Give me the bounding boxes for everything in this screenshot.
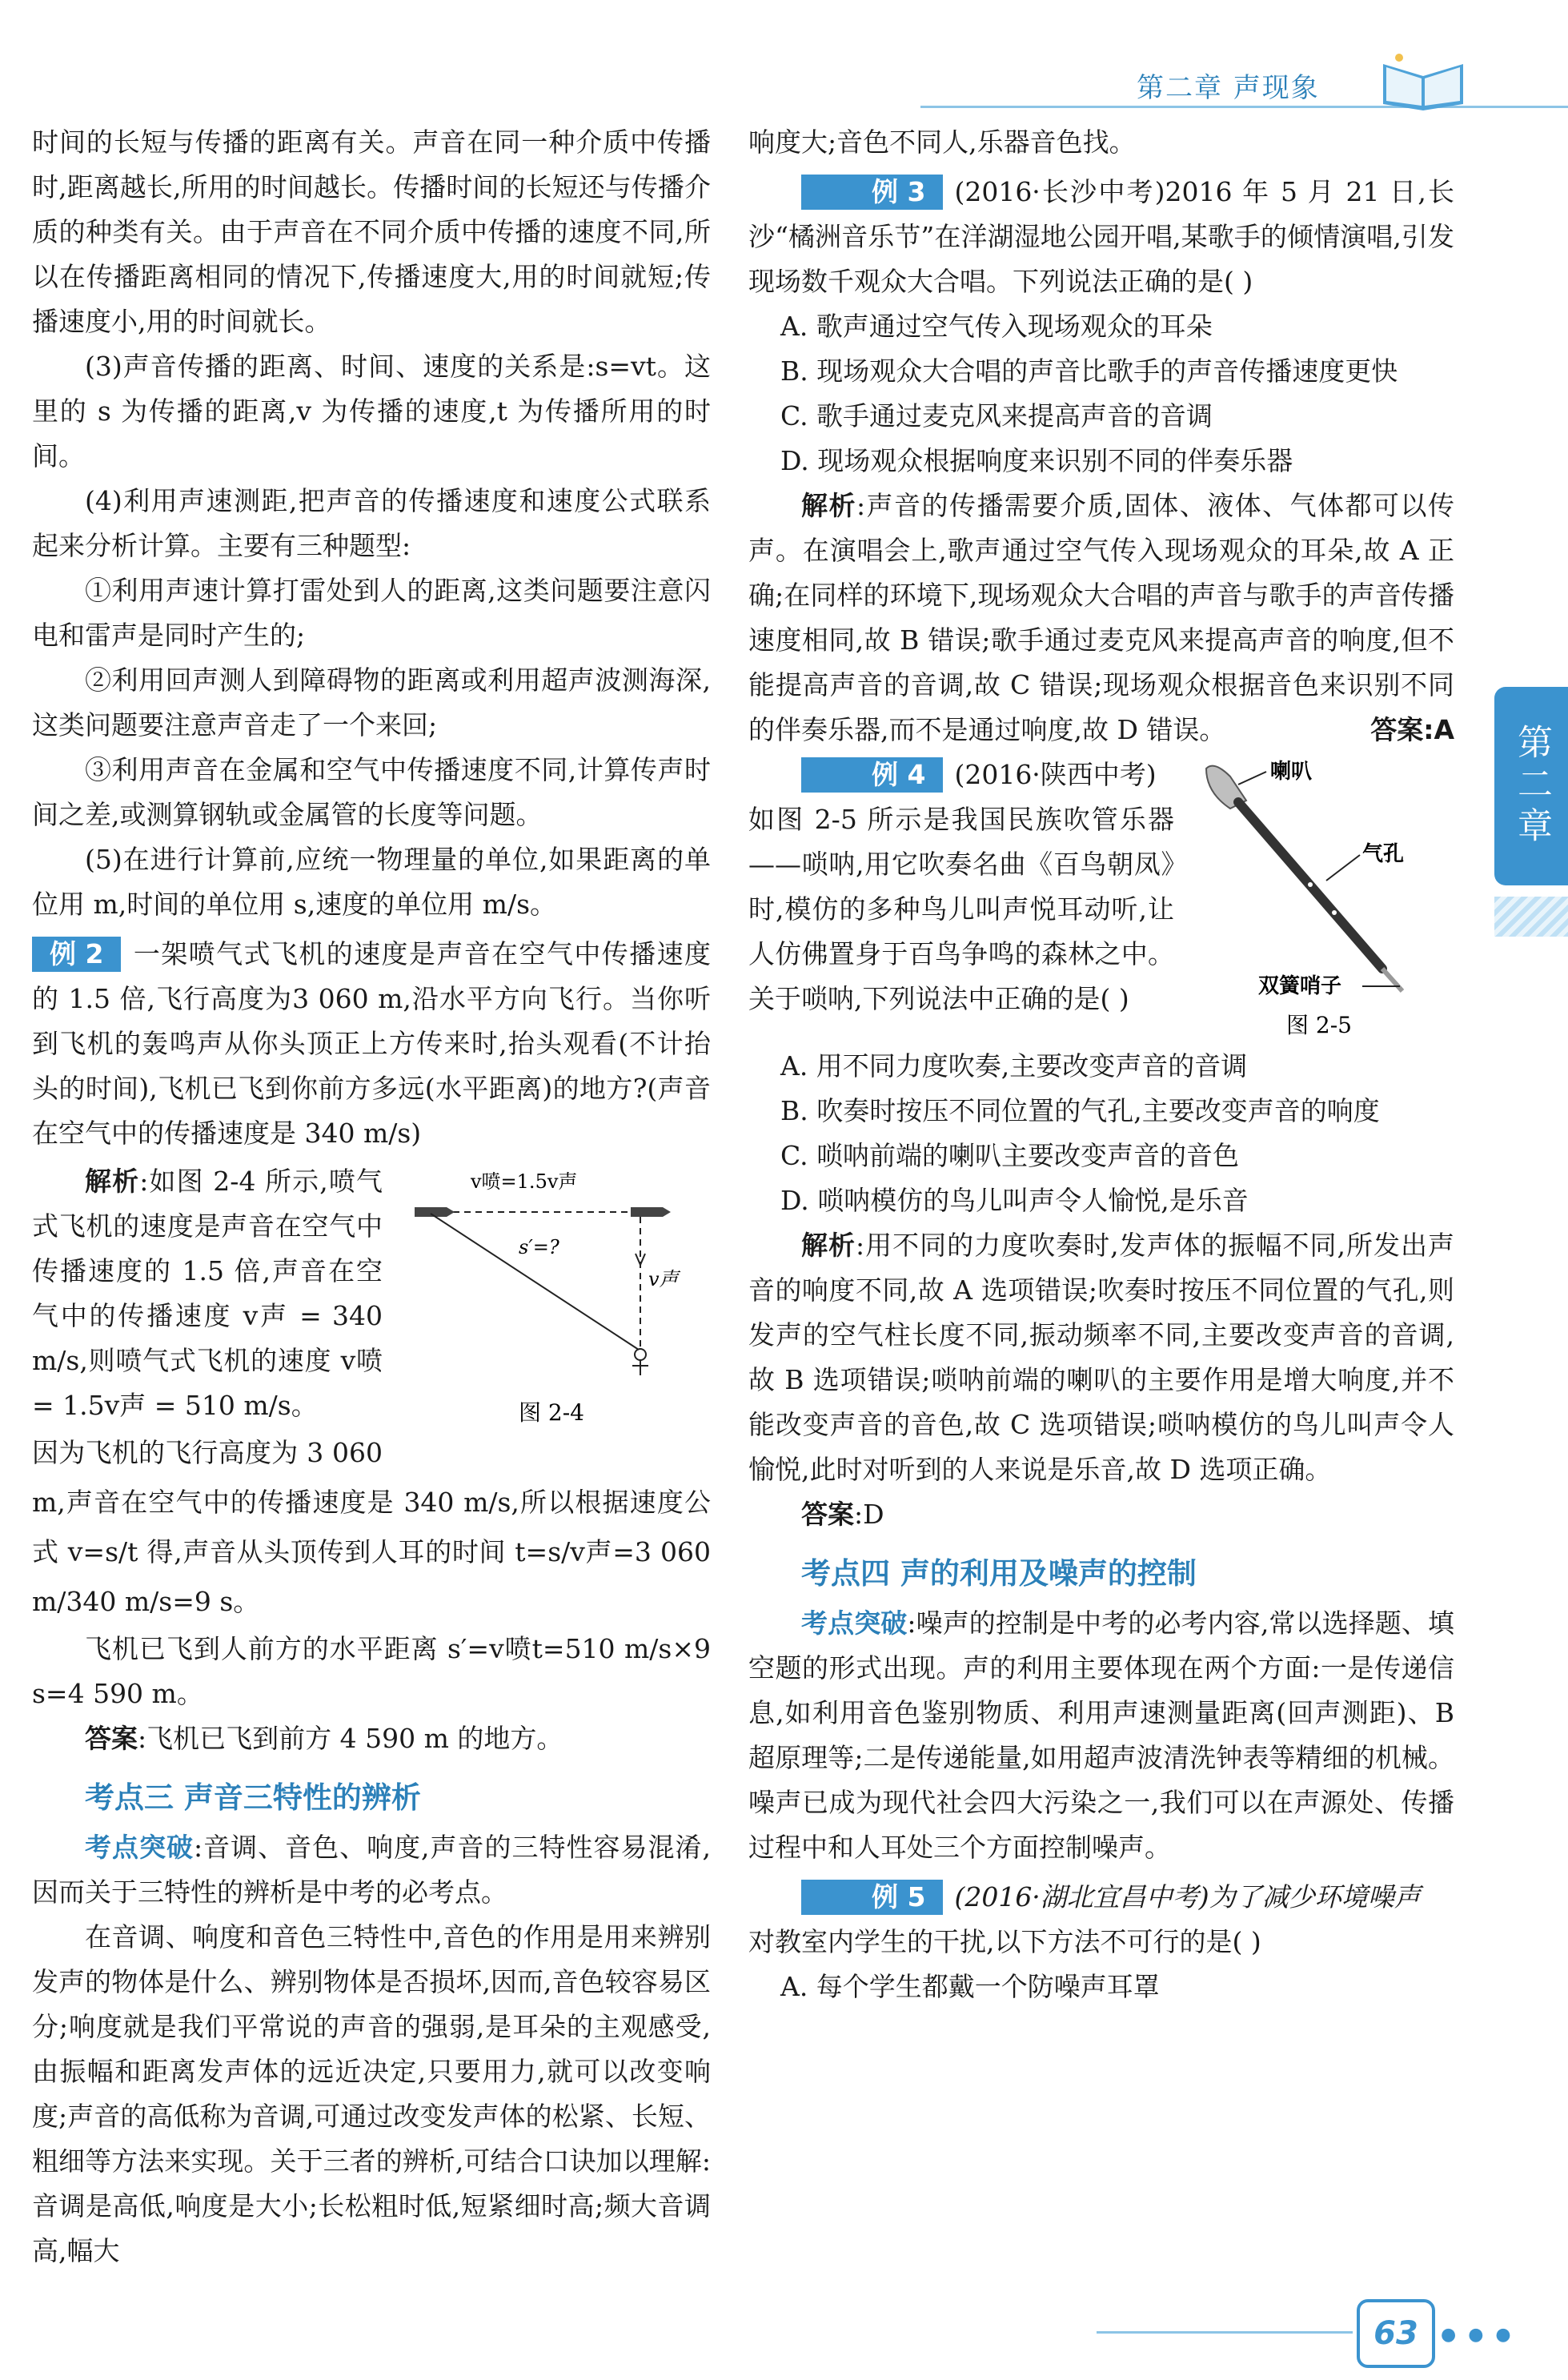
example-text: 一架喷气式飞机的速度是声音在空气中传播速度的 1.5 倍,飞行高度为3 060 m,沿水平方向飞行。当你听到飞机的轰鸣声从你头顶正上方传来时,抬头观看(不计抬头的时间),飞机已飞到你前方多远(水平距离)的地方?(声音在空气中的传播速度是 340 m/s) — [32, 938, 711, 1149]
fig-label-horn: 喇叭 — [1270, 760, 1313, 784]
paragraph: (5)在进行计算前,应统一物理量的单位,如果距离的单位用 m,时间的单位用 s,速度的单位用 m/s。 — [32, 844, 711, 920]
option: A. 歌声通过空气传入现场观众的耳朵 — [780, 311, 1213, 342]
breakthrough-label: 考点突破 — [85, 1832, 194, 1863]
page-header — [0, 0, 1568, 120]
breakthrough-label: 考点突破 — [801, 1607, 908, 1639]
paragraph: 响度大;音色不同人,乐器音色找。 — [748, 126, 1136, 158]
example-source: (2016·湖北宜昌中考) — [954, 1881, 1209, 1912]
book-icon — [1375, 48, 1471, 112]
example-text: 为了减少环境噪声 — [1209, 1881, 1421, 1912]
paragraph: (4)利用声速测距,把声音的传播速度和速度公式联系起来分析计算。主要有三种题型: — [32, 485, 711, 561]
example-badge: 例 4 — [801, 757, 943, 793]
example-4 — [748, 753, 1454, 1038]
section-title: 考点四 声的利用及噪声的控制 — [801, 1556, 1197, 1591]
answer-text: 答案:A — [1370, 714, 1454, 745]
figure-caption: 图 2-5 — [1286, 1012, 1352, 1038]
answer-text: :D — [854, 1499, 884, 1530]
analysis-text: :如图 2-4 所示,喷气式飞机的速度是声音在空气中传播速度的 1.5 倍,声音在空气中的传播速度 v声 = 340 m/s,则喷气式飞机的速度 v喷 = 1.5v声 = 510 m/s。 — [32, 1166, 383, 1421]
analysis-text: 因为飞机的飞行高度为 3 060 m,声音在空气中的传播速度是 340 m/s,所以根据速度公式 v=s/t 得,声音从头顶传到人耳的时间 t=s/v声=3 060 m/340 m/s=9 s。 — [32, 1437, 711, 1617]
example-source: (2016·陕西中考) — [954, 759, 1157, 790]
option: B. 现场观众大合唱的声音比歌手的声音传播速度更快 — [780, 355, 1398, 387]
example-text: (2016·长沙中考)2016 年 5 月 21 日,长沙“橘洲音乐节”在洋湖湿地公园开唱,某歌手的倾情演唱,引发现场数千观众大合唱。下列说法正确的是( ) — [748, 176, 1454, 297]
option: C. 歌手通过麦克风来提高声音的音调 — [780, 400, 1213, 431]
fig-velocity-label: v喷=1.5v声 — [471, 1170, 578, 1193]
side-tab-stripe — [1494, 897, 1568, 937]
option: A. 每个学生都戴一个防噪声耳罩 — [780, 1971, 1160, 2002]
paragraph: ③利用声音在金属和空气中传播速度不同,计算传声时间之差,或测算钢轨或金属管的长度等问题。 — [32, 754, 711, 830]
paragraph: ①利用声速计算打雷处到人的距离,这类问题要注意闪电和雷声是同时产生的; — [32, 575, 711, 651]
option: D. 唢呐模仿的鸟儿叫声令人愉悦,是乐音 — [780, 1185, 1249, 1216]
example-2 — [32, 932, 711, 1156]
answer-text: :飞机已飞到前方 4 590 m 的地方。 — [138, 1723, 563, 1754]
right-column — [748, 120, 1454, 2009]
example-badge: 例 5 — [801, 1880, 943, 1915]
option: A. 用不同力度吹奏,主要改变声音的音调 — [780, 1050, 1248, 1082]
example-badge: 例 2 — [32, 937, 121, 972]
chapter-side-tab: 第二章 — [1494, 687, 1568, 885]
left-column — [32, 120, 711, 2274]
option: C. 唢呐前端的喇叭主要改变声音的音色 — [780, 1140, 1240, 1171]
footer-rule — [1097, 2331, 1353, 2334]
paragraph: 时间的长短与传播的距离有关。声音在同一种介质中传播时,距离越长,所用的时间越长。传播时间的长短还与传播介质的种类有关。由于声音在不同介质中传播的速度不同,所以在传播距离相同的情况下,传播速度大,用的时间就短;传播速度小,用的时间就长。 — [32, 126, 711, 337]
answer-label: 答案 — [801, 1499, 854, 1530]
analysis-label: 解析 — [801, 1230, 856, 1261]
fig-sound-speed-label: v声 — [648, 1268, 679, 1290]
option: D. 现场观众根据响度来识别不同的伴奏乐器 — [780, 445, 1293, 476]
analysis-text: 飞机已飞到人前方的水平距离 s′=v喷t=510 m/s×9 s=4 590 m。 — [32, 1633, 711, 1709]
example-text: 对教室内学生的干扰,以下方法不可行的是( ) — [748, 1926, 1261, 1957]
example-badge: 例 3 — [801, 175, 943, 210]
analysis-label: 解析 — [801, 490, 856, 521]
page-footer — [0, 2290, 1568, 2380]
figure-2-5-suona — [1182, 753, 1454, 1041]
answer-label: 答案 — [85, 1723, 138, 1754]
page-number: 63 — [1357, 2299, 1435, 2368]
paragraph: ②利用回声测人到障碍物的距离或利用超声波测海深,这类问题要注意声音走了一个来回; — [32, 664, 711, 740]
analysis-label: 解析 — [85, 1166, 140, 1197]
paragraph: 在音调、响度和音色三特性中,音色的作用是用来辨别发声的物体是什么、辨别物体是否损坏,因而,音色较容易区分;响度就是我们平常说的声音的强弱,是耳朵的主观感受,由振幅和距离发声体的远近决定,只要用力,就可以改变响度;声音的高低称为音调,可通过改变发声体的松紧、长短、粗细等方法来实现。关于三者的辨析,可结合口诀加以理解:音调是高低,响度是大小;长松粗时低,短紧细时高;频大音调高,幅大 — [32, 1921, 711, 2266]
figure-2-4 — [399, 1166, 687, 1430]
chapter-title: 第二章 声现象 — [1137, 72, 1320, 104]
fig-label-reed: 双簧哨子 — [1258, 974, 1342, 998]
option: B. 吹奏时按压不同位置的气孔,主要改变声音的响度 — [780, 1095, 1380, 1126]
section-title: 考点三 声音三特性的辨析 — [85, 1780, 421, 1815]
breakthrough-text: :音调、音色、响度,声音的三特性容易混淆,因而关于三特性的辨析是中考的必考点。 — [32, 1832, 711, 1908]
fig-distance-label: s′=? — [519, 1236, 559, 1258]
paragraph: (3)声音传播的距离、时间、速度的关系是:s=vt。这里的 s 为传播的距离,v 为传播的速度,t 为传播所用的时间。 — [32, 351, 711, 472]
figure-caption: 图 2-4 — [519, 1399, 584, 1426]
analysis-text: :用不同的力度吹奏时,发声体的振幅不同,所发出声音的响度不同,故 A 选项错误;吹奏时按压不同位置的气孔,则发声的空气柱长度不同,振动频率不同,主要改变声音的音调,故 B 选项错误;唢呐前端的喇叭的主要作用是增大响度,并不能改变声音的音色,故 C 选项错误;唢呐模仿的鸟儿叫声令人愉悦,此时对听到的人来说是乐音,故 D 选项正确。 — [748, 1230, 1454, 1485]
fig-label-holes: 气孔 — [1362, 842, 1405, 866]
example-text: 如图 2-5 所示是我国民族吹管乐器——唢呐,用它吹奏名曲《百鸟朝凤》时,模仿的多种鸟儿叫声悦耳动听,让人仿佛置身于百鸟争鸣的森林之中。关于唢呐,下列说法中正确的是( ) — [748, 804, 1174, 1014]
example-2-analysis — [32, 1159, 711, 1761]
analysis-text: :声音的传播需要介质,固体、液体、气体都可以传声。在演唱会上,歌声通过空气传入现场观众的耳朵,故 A 正确;在同样的环境下,现场观众大合唱的声音与歌手的声音传播速度相同,故 B 错误;歌手通过麦克风来提高声音的响度,但不能提高声音的音调,故 C 错误;现场观众根据音色来识别不同的伴奏乐器,而不是通过响度,故 D 错误。 — [748, 490, 1455, 745]
footer-dots: ● ● ● — [1441, 2325, 1514, 2345]
breakthrough-text: :噪声的控制是中考的必考内容,常以选择题、填空题的形式出现。声的利用主要体现在两个方面:一是传递信息,如利用音色鉴别物质、利用声速测量距离(回声测距)、B 超原理等;二是传递能量,如用超声波清洗钟表等精细的机械。噪声已成为现代社会四大污染之一,我们可以在声源处、传播过程中和人耳处三个方面控制噪声。 — [748, 1607, 1455, 1863]
